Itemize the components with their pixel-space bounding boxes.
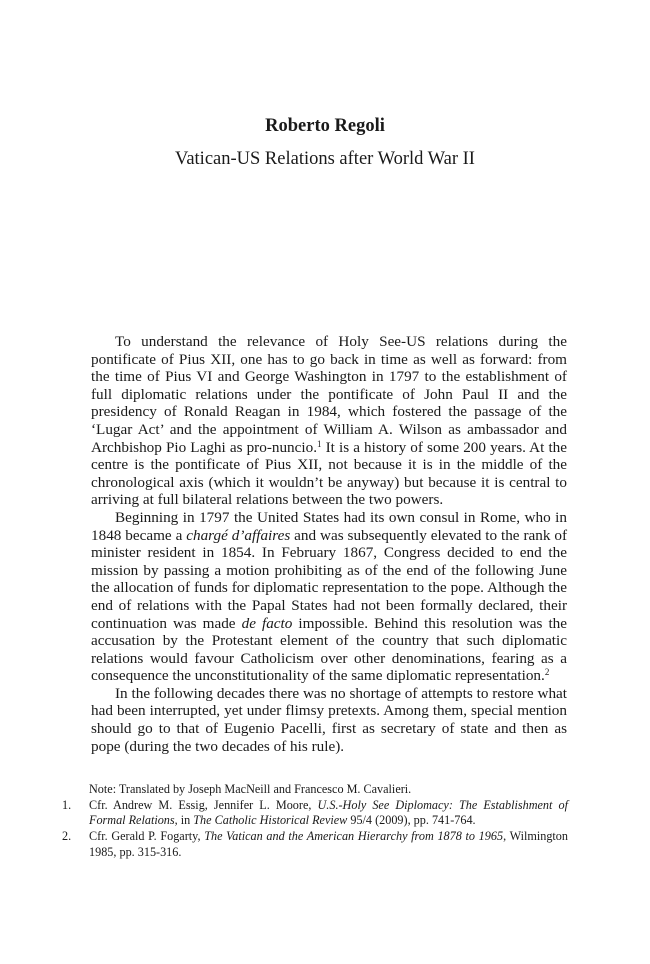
footnote-ref-1[interactable]: 1 [317,438,322,449]
author-name: Roberto Regoli [265,116,385,136]
footnote-2 [62,829,568,860]
footnote-1-italic-2: The Catholic Historical Review [193,813,348,828]
paragraph-2-text-b: and was subsequently elevated to the rank of minister resident in 1854. In February 1867, Congress decided to end the mission by passing a motion prohibiting as of the end of the following June the allocation of funds for diplomatic representation to the pope. Although the end of relations with the Papal States had not been formally declared, their continuation was made [91,526,568,632]
footnote-1 [62,798,568,829]
paragraph-1-text-a: To understand the relevance of Holy See-US relations during the pontificate of Pius XII, one has to go back in time as well as forward: from the time of Pius VI and George Washington in 1797 to the establishment of full diplomatic relations under the pontificate of John Paul II and the presidency of Ronald Reagan in 1984, which fostered the passage of the ‘Lugar Act’ and the appointment of William A. Wilson as ambassador and Archbishop Pio Laghi as pro-nuncio. [91,333,567,456]
paragraph-2-text-c: impossible. Behind this resolution was the accusation by the Protestant element of the country that such diplomatic relations would favour Catholicism over other denominations, fearing as a consequence the unconstitutionality of the same diplomatic representation. [91,614,568,685]
paragraph-1-text-b: It is a history of some 200 years. At the centre is the pontificate of Pius XII, not because it is in the middle of the chronological axis (which it wouldn’t be anyway) but because it is central to arriving at full bilateral relations between the two powers. [91,438,568,509]
footnote-2-text [89,829,568,860]
footnotes [62,782,568,861]
footnote-1-text-b: , in [174,813,194,828]
footnote-2-italic-1: The Vatican and the American Hierarchy from 1878 to 1965 [204,829,504,844]
footnote-1-text [89,798,568,829]
paragraph-2-italic-2: de facto [241,614,293,632]
translation-note: Note: Translated by Joseph MacNeill and Francesco M. Cavalieri. [89,782,412,796]
paragraph-3: In the following decades there was no shortage of attempts to restore what had been interrupted, yet under flimsy pretexts. Among them, special mention should go to that of Eugenio Pacelli, first as secretary of state and then as pope (during the two decades of his rule). [91,684,567,755]
footnote-1-italic-1: U.S.-Holy See Diplomacy: The Establishment of Formal Relations [89,797,568,828]
paragraph-2-italic-1: chargé d’affaires [186,526,291,544]
footnote-2-number: 2. [62,829,72,844]
body-text [91,333,567,755]
footnote-1-text-c: 95/4 (2009), pp. 741-764. [347,813,476,828]
footnote-1-text-a: Cfr. Andrew M. Essig, Jennifer L. Moore, [89,797,318,812]
paragraph-2 [91,509,567,685]
chapter-title: Vatican-US Relations after World War II [175,149,475,169]
paragraph-2-text-a: Beginning in 1797 the United States had its own consul in Rome, who in 1848 became a [91,508,567,544]
paragraph-1 [91,333,567,509]
footnote-2-text-b: , Wilmington 1985, pp. 315-316. [89,829,568,859]
footnote-1-number: 1. [62,797,72,812]
footnote-ref-2[interactable]: 2 [544,667,550,678]
footnote-2-text-a: Cfr. Gerald P. Fogarty, [89,829,205,844]
